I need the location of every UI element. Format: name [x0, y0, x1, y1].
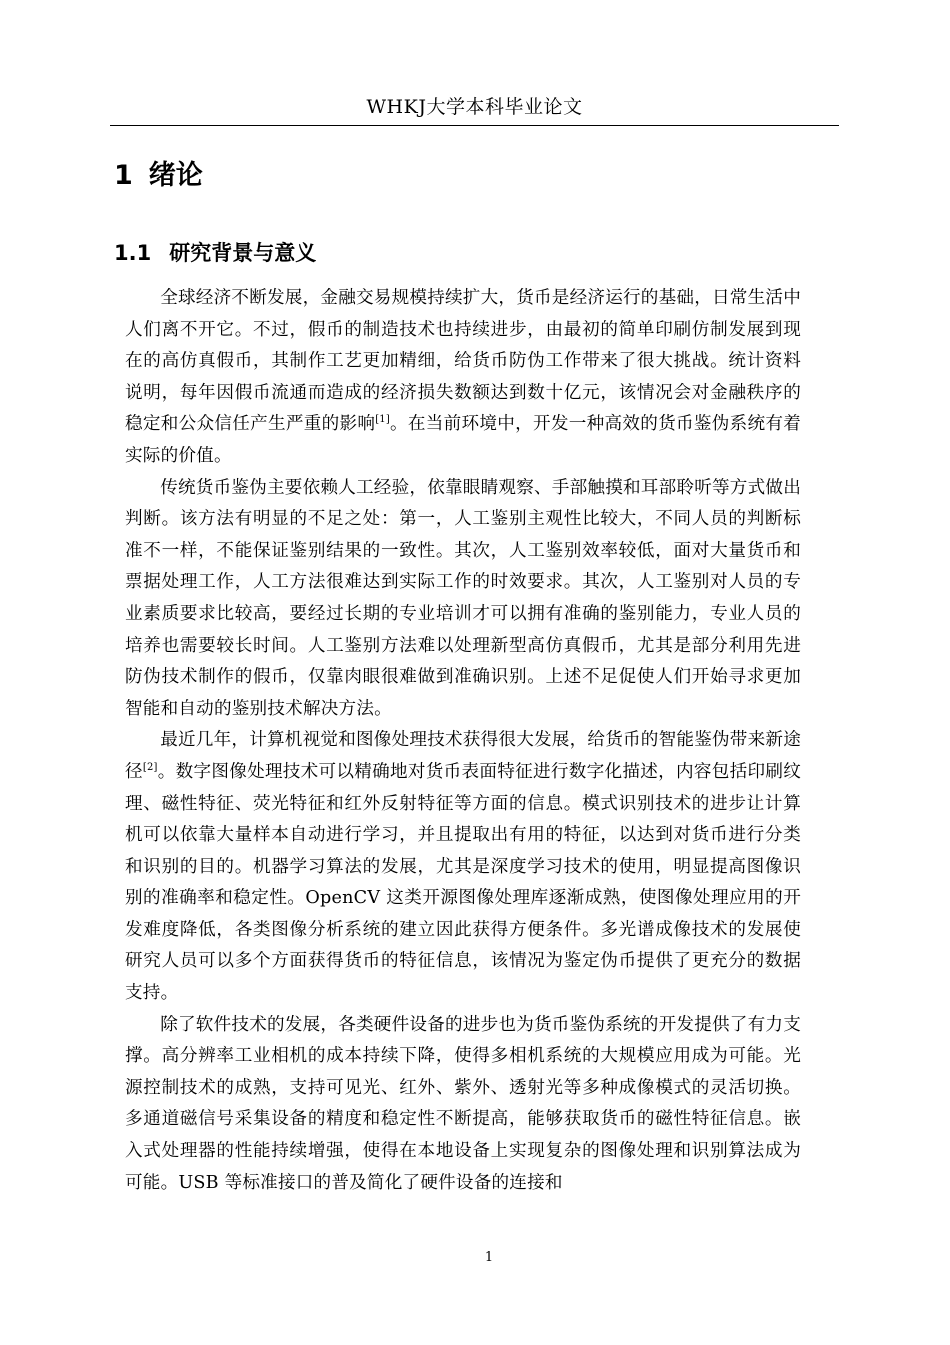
paragraph-text: 。数字图像处理技术可以精确地对货币表面特征进行数字化描述，内容包括印刷纹理、磁性特征、荧光特征和红外反射特征等方面的信息。模式识别技术的进步让计算机可以依靠大量样本自动进行学习，并且提取出有用的特征，以达到对货币进行分类和识别的目的。机器学习算法的发展，尤其是深度学习技术的使用，明显提高图像识别的准确率和稳定性。OpenCV 这类开源图像处理库逐渐成熟，使图像处理应用的开发难度降低，各类图像分析系统的建立因此获得方便条件。多光谱成像技术的发展使研究人员可以多个方面获得货币的特征信息，该情况为鉴定伪币提供了更充分的数据支持。: [125, 761, 801, 1004]
paragraph-text: 全球经济不断发展，金融交易规模持续扩大，货币是经济运行的基础，日常生活中人们离不开它。不过，假币的制造技术也持续进步，由最初的简单印刷仿制发展到现在的高仿真假币，其制作工艺更加精细，给货币防伪工作带来了很大挑战。统计资料说明，每年因假币流通而造成的经济损失数额达到数十亿元，该情况会对金融秩序的稳定和公众信任产生严重的影响: [125, 288, 801, 435]
chapter-title-text: 绪论: [148, 160, 203, 191]
page-header: WHKJ大学本科毕业论文: [366, 96, 583, 118]
section-title: [114, 237, 316, 269]
citation: [2]: [142, 762, 158, 774]
chapter-title: [114, 156, 203, 196]
body-text: [125, 283, 801, 1199]
chapter-number: 1: [114, 160, 133, 191]
paragraph-text: 。在当前环境中，开发一种高效的货币鉴伪系统有着实际的价值。: [125, 414, 801, 466]
section-number: 1.1: [114, 241, 152, 265]
paragraph-4: 除了软件技术的发展，各类硬件设备的进步也为货币鉴伪系统的开发提供了有力支撑。高分辨率工业相机的成本持续下降，使得多相机系统的大规模应用成为可能。光源控制技术的成熟，支持可见光、红外、紫外、透射光等多种成像模式的灵活切换。多通道磁信号采集设备的精度和稳定性不断提高，能够获取货币的磁性特征信息。嵌入式处理器的性能持续增强，使得在本地设备上实现复杂的图像处理和识别算法成为可能。USB 等标准接口的普及简化了硬件设备的连接和: [125, 1014, 801, 1193]
paragraph-3: [125, 725, 801, 1009]
section-title-text: 研究背景与意义: [169, 241, 317, 265]
page-number: 1: [484, 1250, 494, 1265]
paragraph-1: [125, 283, 801, 473]
paragraph-text: 最近几年，计算机视觉和图像处理技术获得很大发展，给货币的智能鉴伪带来新途径: [125, 730, 801, 782]
paragraph-2: 传统货币鉴伪主要依赖人工经验，依靠眼睛观察、手部触摸和耳部聆听等方式做出判断。该方法有明显的不足之处：第一，人工鉴别主观性比较大，不同人员的判断标准不一样，不能保证鉴别结果的一致性。其次，人工鉴别效率较低，面对大量货币和票据处理工作，人工方法很难达到实际工作的时效要求。其次，人工鉴别对人员的专业素质要求比较高，要经过长期的专业培训才可以拥有准确的鉴别能力，专业人员的培养也需要较长时间。人工鉴别方法难以处理新型高仿真假币，尤其是部分利用先进防伪技术制作的假币，仅靠肉眼很难做到准确识别。上述不足促使人们开始寻求更加智能和自动的鉴别技术解决方法。: [125, 477, 801, 719]
citation: [1]: [375, 414, 390, 426]
header-rule: [110, 125, 839, 126]
